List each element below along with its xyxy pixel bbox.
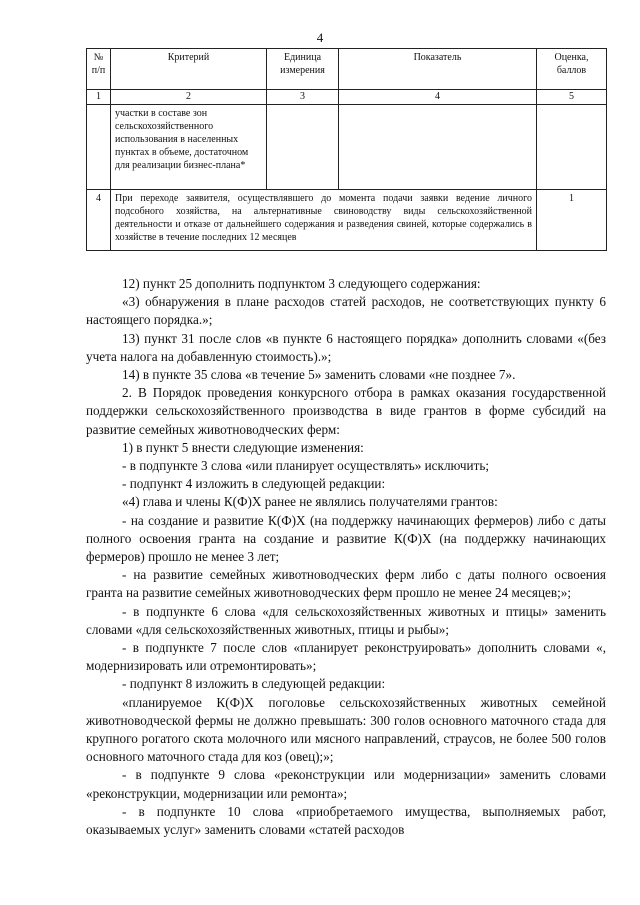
paragraph: «планируемое К(Ф)Х поголовье сельскохозяйственных животных семейной животноводческой фермы не должно превышать: 300 голов основного маточного стада для крупного рогатого скота молочного или мясного направлений, страусов, не более 500 голов основного маточного стада для коз (овец);»; <box>86 694 606 765</box>
table-cell <box>87 105 111 190</box>
column-number-row <box>87 90 607 105</box>
table-header-row <box>87 49 607 90</box>
table-row-continuation <box>87 105 607 190</box>
table-cell <box>537 105 607 190</box>
criterion-cell: участки в составе зон сельскохозяйственного использования в населенных пунктах в объеме, достаточном для реализации бизнес-плана* <box>111 105 267 190</box>
header-number: № п/п <box>87 49 111 90</box>
table-row-4 <box>87 190 607 251</box>
table-cell <box>339 105 537 190</box>
column-number: 1 <box>87 90 111 105</box>
paragraph: «4) глава и члены К(Ф)Х ранее не являлись получателями грантов: <box>122 494 498 510</box>
paragraph: 1) в пункт 5 внести следующие изменения: <box>122 439 364 455</box>
paragraph: - в подпункте 10 слова «приобретаемого имущества, выполняемых работ, оказываемых услуг» заменить словами «статей расходов <box>86 803 606 838</box>
paragraph: - в подпункте 6 слова «для сельскохозяйственных животных и птицы» заменить словами «для сельскохозяйственных животных, птицы и рыбы»; <box>86 603 606 637</box>
paragraph: - подпункт 4 изложить в следующей редакции: <box>122 476 386 492</box>
criteria-table <box>86 48 607 251</box>
paragraph: - в подпункте 9 слова «реконструкции или модернизации» заменить словами «реконструкции, модернизации или ремонта»; <box>86 767 606 801</box>
row-number-cell: 4 <box>87 190 111 251</box>
paragraph: - подпункт 8 изложить в следующей редакции: <box>122 676 386 692</box>
column-number: 2 <box>111 90 267 105</box>
header-score: Оценка, баллов <box>537 49 607 90</box>
paragraph: - на развитие семейных животноводческих ферм либо с даты полного освоения гранта на развитие семейных животноводческих ферм прошло не менее 24 месяцев;»; <box>86 567 606 601</box>
paragraph: - в подпункте 7 после слов «планирует реконструировать» дополнить словами «, модернизировать или отремонтировать»; <box>86 640 606 674</box>
column-number: 5 <box>537 90 607 105</box>
paragraph: - на создание и развитие К(Ф)Х (на поддержку начинающих фермеров) либо с даты полного освоения гранта на создание и развитие К(Ф)Х (на поддержку начинающих фермеров) прошло не менее 3 лет; <box>86 512 606 565</box>
criterion-cell: При переходе заявителя, осуществлявшего до момента подачи заявки ведение личного подсобного хозяйства, на альтернативные свиноводству виды сельскохозяйственной деятельности и отказе от дальнейшего содержания и разведения свиней, которые содержались в хозяйстве в течение последних 12 месяцев <box>111 190 537 251</box>
page-number: 4 <box>316 30 324 45</box>
paragraph: 12) пункт 25 дополнить подпунктом 3 следующего содержания: <box>122 276 481 291</box>
paragraph: 2. В Порядок проведения конкурсного отбора в рамках оказания государственной поддержки сельскохозяйственного производства в виде грантов в форме субсидий на развитие семейных животноводческих ферм: <box>86 385 606 437</box>
header-unit: Единица измерения <box>267 49 339 90</box>
column-number: 3 <box>267 90 339 105</box>
paragraph: 13) пункт 31 после слов «в пункте 6 настоящего порядка» дополнить словами «(без учета налога на добавленную стоимость).»; <box>86 330 606 364</box>
header-criterion: Критерий <box>111 49 267 90</box>
score-cell: 1 <box>537 190 607 251</box>
document-body <box>86 275 606 839</box>
paragraph: 14) в пункте 35 слова «в течение 5» заменить словами «не позднее 7». <box>122 367 516 383</box>
paragraph: - в подпункте 3 слова «или планирует осуществлять» исключить; <box>122 458 490 474</box>
header-indicator: Показатель <box>339 49 537 90</box>
table-cell <box>267 105 339 190</box>
paragraph: «3) обнаружения в плане расходов статей расходов, не соответствующих пункту 6 настоящего порядка.»; <box>86 294 606 328</box>
column-number: 4 <box>339 90 537 105</box>
